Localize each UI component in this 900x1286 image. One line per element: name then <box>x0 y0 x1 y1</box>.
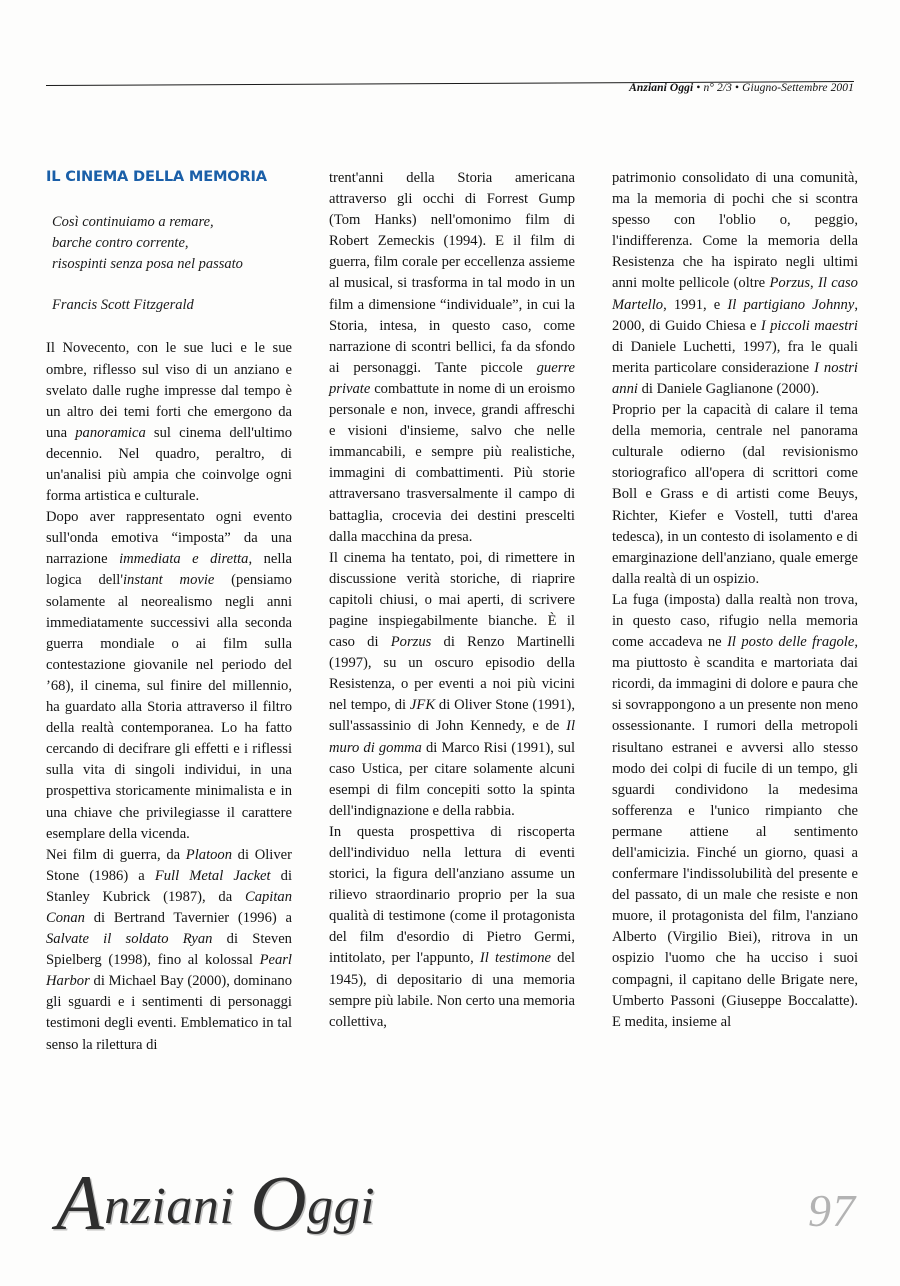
paragraph <box>612 400 858 590</box>
film-title: I nostri anni <box>612 359 858 397</box>
film-title: Il muro di gomma <box>329 718 575 756</box>
column-1 <box>46 168 292 1056</box>
logo-word-oggi: ggi <box>307 1178 376 1235</box>
film-title: Porzus <box>769 275 811 292</box>
text-run: Il Novecento, con le sue luci e le sue ombre, riflesso sul viso di un anziano e svelato dalle rughe impresse dal tempo è un altro dei temi forti che emergono da una <box>46 340 292 441</box>
film-title: Platoon <box>185 846 233 863</box>
journal-logo <box>56 1159 376 1246</box>
text-run: di Marco Risi (1991), sul caso Ustica, per citare solamente alcuni esempi di film concepiti sotto la spinta dell'indignazione e della rabbia. <box>329 739 576 819</box>
text-run: Dopo aver rappresentato ogni evento sull'onda emotiva “imposta” da una narrazione <box>46 509 292 568</box>
text-run: di Bertrand Tavernier (1996) a <box>84 909 292 926</box>
text-run: di Oliver Stone (1991), sull'assassinio di John Kennedy, e de <box>329 697 575 735</box>
running-head-text <box>629 82 854 94</box>
epigraph-line-3: risospinti senza posa nel passato <box>52 256 243 273</box>
film-title: I piccoli maestri <box>760 317 858 334</box>
paragraph <box>46 845 292 1056</box>
film-title: Salvate il soldato Ryan <box>46 931 213 948</box>
text-run: Proprio per la capacità di calare il tema della memoria, centrale nel panorama culturale odierno (dal revisionismo storiografico all'opera di scrittori come Boll e Grass e di artisti come Beuys, Richter, Kiefer e Vostell, tutti d'area tedesca), in un contesto di isolamento e di emarginazione dell'anziano, quale emerge dalla realtà di un ospizio. <box>612 402 858 587</box>
text-run: (pensiamo solamente al neorealismo negli anni immediatamente successivi alla seconda guerra mondiale o ai film sulla contestazione giovanile nel periodo del ’68), il cinema, sul finire del millennio, ha guardato alla Storia attraverso il filtro della realtà contemporanea. Lo ha fatto cercando di decifrare gli effetti e i riflessi sulla vita di singoli individui, in una prospettiva storicamente minimalista e in una chiave che privilegiasse il carattere esemplare della vicenda. <box>46 572 292 842</box>
column-3-text <box>612 168 858 1033</box>
film-title: Il posto delle fragole <box>727 634 855 651</box>
paragraph <box>612 590 858 1033</box>
film-title: Il testimone <box>479 950 551 967</box>
page-title: IL CINEMA DELLA MEMORIA <box>46 168 267 185</box>
column-2 <box>329 168 575 1033</box>
text-run: combattute in nome di un eroismo personale e non, invece, grandi affreschi e visioni d'insieme, salvo che nelle immancabili, e sempre più realistiche, immagini di combattimenti. Più storie attraversano trasversalmente il campo di battaglia, crocevia dei destini prescelti dalla macchina da presa. <box>329 380 575 545</box>
text-run: di Renzo Martinelli (1997), su un oscuro episodio della Resistenza, o per eventi a noi più vicini nel tempo, di <box>329 634 575 714</box>
title-italic: instant movie <box>122 572 215 589</box>
logo-word-anziani: nziani <box>104 1178 235 1235</box>
text-run: di Daniele Gaglianone (2000). <box>637 380 820 397</box>
text-run: di Michael Bay (2000), dominano gli sguardi e i sentimenti di personaggi testimoni degli eventi. Emblematico in tal senso la rilettura di <box>46 973 292 1053</box>
paragraph <box>46 338 292 507</box>
text-run: di Daniele Luchetti, 1997), fra le quali merita particolare considerazione <box>612 338 858 376</box>
page-number: 97 <box>808 1185 856 1236</box>
text-run: Il cinema ha tentato, poi, di rimettere in discussione verità storiche, di riaprire capitoli chiusi, o mai aperti, di scrivere pagine inspiegabilmente bianche. È il caso di <box>329 549 575 651</box>
paragraph <box>329 822 575 1033</box>
issue-date: Giugno-Settembre 2001 <box>742 82 854 94</box>
text-run: patrimonio consolidato di una comunità, ma la memoria di pochi che si scontra spesso con l'oblio o, peggio, l'indifferenza. Come la memoria della Resistenza che ha ispirato negli ultimi anni molte pellicole (oltre <box>612 170 858 292</box>
film-title: Pearl Harbor <box>46 952 292 990</box>
text-run: Nei film di guerra, da <box>46 846 186 863</box>
title-italic: immediata e diretta <box>119 551 249 568</box>
text-run: , <box>810 275 818 292</box>
epigraph-line-2: barche contro corrente, <box>52 234 189 251</box>
paragraph <box>46 507 292 845</box>
article-body <box>46 168 858 1168</box>
text-run: del 1945), di depositario di una memoria sempre più labile. Non certo una memoria collettiva, <box>329 950 575 1030</box>
film-title: Capitan Conan <box>46 888 292 926</box>
column-1-text <box>46 338 292 1055</box>
page-footer <box>0 1159 900 1286</box>
text-run: , ma piuttosto è scandita e martoriata dai ricordi, da immagini di dolore e paura che si sovrappongono a un presente non meno ossessionante. I rumori della metropoli risultano estranei e avversi allo stesso modo dei colpi di fucile di un tempo, gli sguardi condividono la medesima sofferenza e l'unico rimpianto che permane attiene al sentimento dell'amicizia. Finché un giorno, quasi a confermare l'indissolubilità del presente e del passato, di un male che resiste e non muore, il protagonista del film, l'anziano Alberto (Virgilio Biei), ritrova in un ospizio l'uomo che ha ucciso i suoi compagni, il capitano delle Brigate nere, Umberto Passoni (Giuseppe Boccalatte). E medita, insieme al <box>612 634 858 1030</box>
journal-name: Anziani Oggi <box>629 82 694 94</box>
title-italic: guerre private <box>329 359 575 397</box>
text-run: , nella logica dell' <box>46 551 292 589</box>
text-run: La fuga (imposta) dalla realtà non trova, in questo caso, rifugio nella memoria come accadeva ne <box>612 591 858 651</box>
text-run: sul cinema dell'ultimo decennio. Nel quadro, peraltro, di un'analisi più ampia che coinvolge ogni forma artistica e culturale. <box>46 424 292 505</box>
logo-cap-a: A <box>56 1159 105 1246</box>
column-2-text <box>329 168 575 1033</box>
issue-number: n° 2/3 <box>703 82 732 94</box>
text-run: di Stanley Kubrick (1987), da <box>46 867 293 905</box>
paragraph <box>329 168 575 548</box>
paragraph <box>329 548 575 822</box>
epigraph-author: Francis Scott Fitzgerald <box>52 297 194 314</box>
epigraph <box>52 212 292 276</box>
text-run: In questa prospettiva di riscoperta dell'individuo nella lettura di eventi storici, la figura dell'anziano assume un rilievo straordinario proprio per la sua qualità di testimone (come il protagonista del film d'esordio di Pietro Germi, intitolato, per l'appunto, <box>329 823 575 967</box>
column-3 <box>612 168 858 1033</box>
text-run: , 1991, e <box>663 296 728 313</box>
text-run: , 2000, di Guido Chiesa e <box>612 296 858 334</box>
text-run: di Steven Spielberg (1998), fino al kolossal <box>46 931 292 969</box>
text-run: di Oliver Stone (1986) a <box>46 846 292 884</box>
paragraph <box>612 168 858 400</box>
logo-cap-o: O <box>250 1159 308 1246</box>
text-run: trent'anni della Storia americana attraverso gli occhi di Forrest Gump (Tom Hanks) nell'omonimo film di Robert Zemeckis (1994). E il film di guerra, film corale per eccellenza assieme al musical, si trasforma in tal modo in un film a dimensione “individuale”, in cui la Storia, intesa, in questo caso, come narrazione di scontri bellici, fa da sfondo ai personaggi. Tante piccole <box>329 170 575 376</box>
film-title: JFK <box>409 697 436 714</box>
title-italic: panoramica <box>75 424 146 441</box>
running-head <box>46 72 854 98</box>
film-title: Porzus <box>390 634 432 651</box>
film-title: Il partigiano Johnny <box>727 296 855 313</box>
header-separator-2: • <box>734 82 740 94</box>
film-title: Il caso Martello <box>612 275 858 313</box>
header-separator-1: • <box>696 82 701 94</box>
film-title: Full Metal Jacket <box>154 867 271 884</box>
epigraph-line-1: Così continuiamo a remare, <box>52 213 214 230</box>
